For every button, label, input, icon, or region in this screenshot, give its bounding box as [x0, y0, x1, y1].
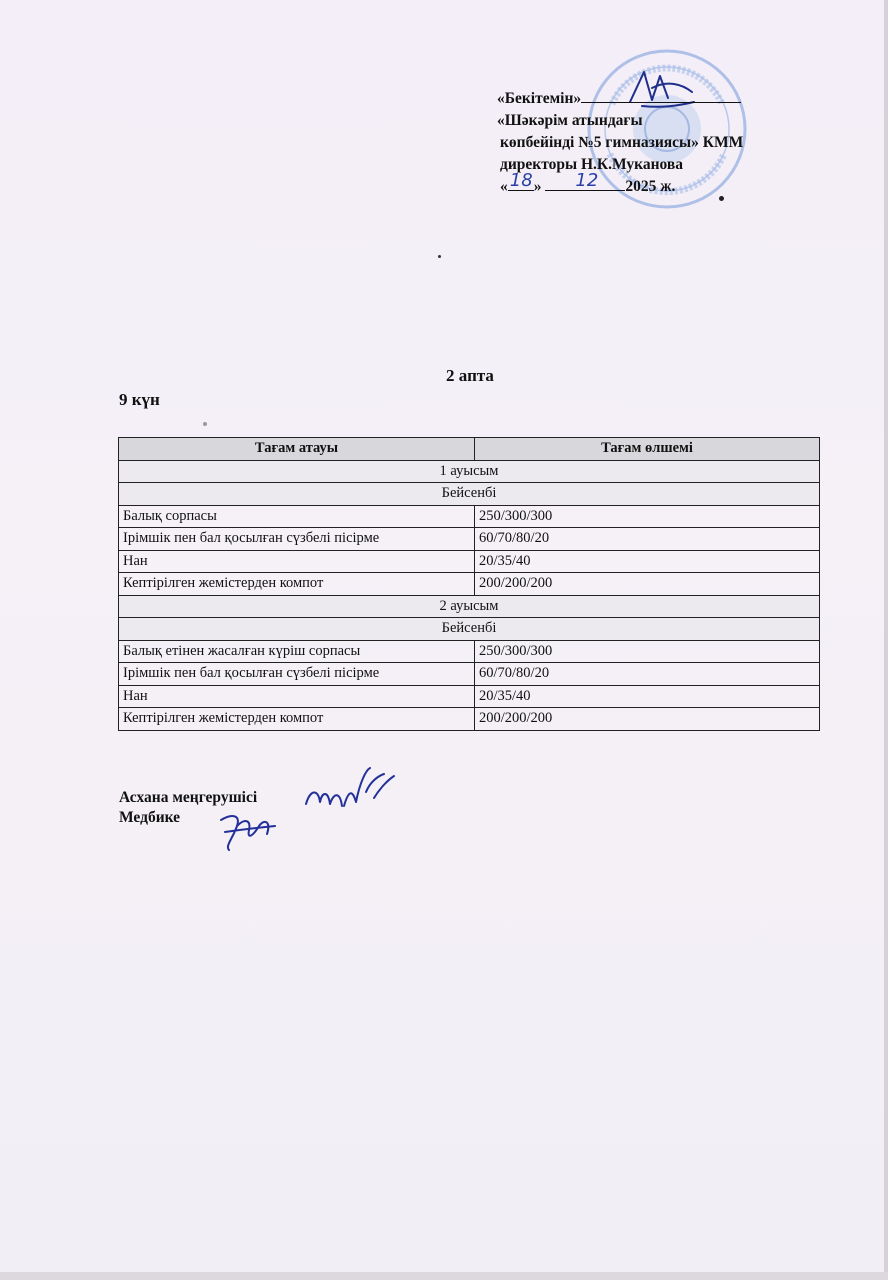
- date-day-blank: [508, 170, 534, 191]
- header-dish-name: Тағам атауы: [119, 438, 475, 461]
- date-month: 12: [575, 170, 599, 191]
- shift-2-weekday: Бейсенбі: [119, 618, 820, 641]
- director-line: директоры Н.К.Муканова: [500, 156, 684, 173]
- org-line-2: көпбейінді №5 гимназиясы» КММ: [500, 134, 744, 151]
- nurse-signature: [215, 806, 285, 854]
- date-month-blank: [545, 170, 625, 191]
- scan-speck: [203, 422, 207, 426]
- date-day: 18: [509, 170, 533, 191]
- dish-name: Кептірілген жемістерден компот: [119, 573, 475, 596]
- weekday-row: [119, 618, 820, 641]
- week-heading: 2 апта: [446, 366, 494, 385]
- date-close-quote: »: [533, 178, 542, 195]
- weekday-row: [119, 483, 820, 506]
- dish-name: Нан: [119, 685, 475, 708]
- table-row: [119, 573, 820, 596]
- portion-size: 60/70/80/20: [475, 663, 820, 686]
- dish-name: Ірімшік пен бал қосылған сүзбелі пісірме: [119, 663, 475, 686]
- shift-row: [119, 595, 820, 618]
- portion-size: 250/300/300: [475, 640, 820, 663]
- header-portion-size: Тағам өлшемі: [475, 438, 820, 461]
- shift-2-title: 2 ауысым: [119, 595, 820, 618]
- approval-line: [497, 88, 837, 110]
- table-row: [119, 708, 820, 731]
- org-line-1: «Шәкәрім атындағы: [497, 112, 643, 129]
- portion-size: 20/35/40: [475, 685, 820, 708]
- table-row: [119, 685, 820, 708]
- canteen-head-signature: [300, 762, 400, 822]
- approval-date: [497, 170, 837, 198]
- portion-size: 60/70/80/20: [475, 528, 820, 551]
- table-row: [119, 528, 820, 551]
- dish-name: Балық етінен жасалған күріш сорпасы: [119, 640, 475, 663]
- table-header-row: [119, 438, 820, 461]
- signature-blank: [581, 88, 741, 103]
- portion-size: 200/200/200: [475, 708, 820, 731]
- table-row: [119, 640, 820, 663]
- dish-name: Нан: [119, 550, 475, 573]
- table-row: [119, 663, 820, 686]
- approval-block: [497, 88, 837, 198]
- table-row: [119, 550, 820, 573]
- scan-edge: [884, 0, 888, 1280]
- shift-row: [119, 460, 820, 483]
- approve-label: «Бекітемін»: [497, 90, 582, 107]
- menu-table: [118, 437, 820, 731]
- dish-name: Балық сорпасы: [119, 505, 475, 528]
- day-heading: 9 күн: [119, 390, 160, 409]
- date-year: 2025 ж.: [625, 178, 676, 195]
- portion-size: 200/200/200: [475, 573, 820, 596]
- canteen-head-label: Асхана меңгерушісі: [119, 789, 258, 806]
- scan-speck: [438, 255, 441, 258]
- dish-name: Кептірілген жемістерден компот: [119, 708, 475, 731]
- date-open-quote: «: [500, 178, 508, 195]
- portion-size: 250/300/300: [475, 505, 820, 528]
- dish-name: Ірімшік пен бал қосылған сүзбелі пісірме: [119, 528, 475, 551]
- scan-speck: [719, 196, 724, 201]
- scan-edge: [0, 1272, 888, 1280]
- shift-1-weekday: Бейсенбі: [119, 483, 820, 506]
- portion-size: 20/35/40: [475, 550, 820, 573]
- table-row: [119, 505, 820, 528]
- shift-1-title: 1 ауысым: [119, 460, 820, 483]
- nurse-label: Медбике: [119, 809, 181, 826]
